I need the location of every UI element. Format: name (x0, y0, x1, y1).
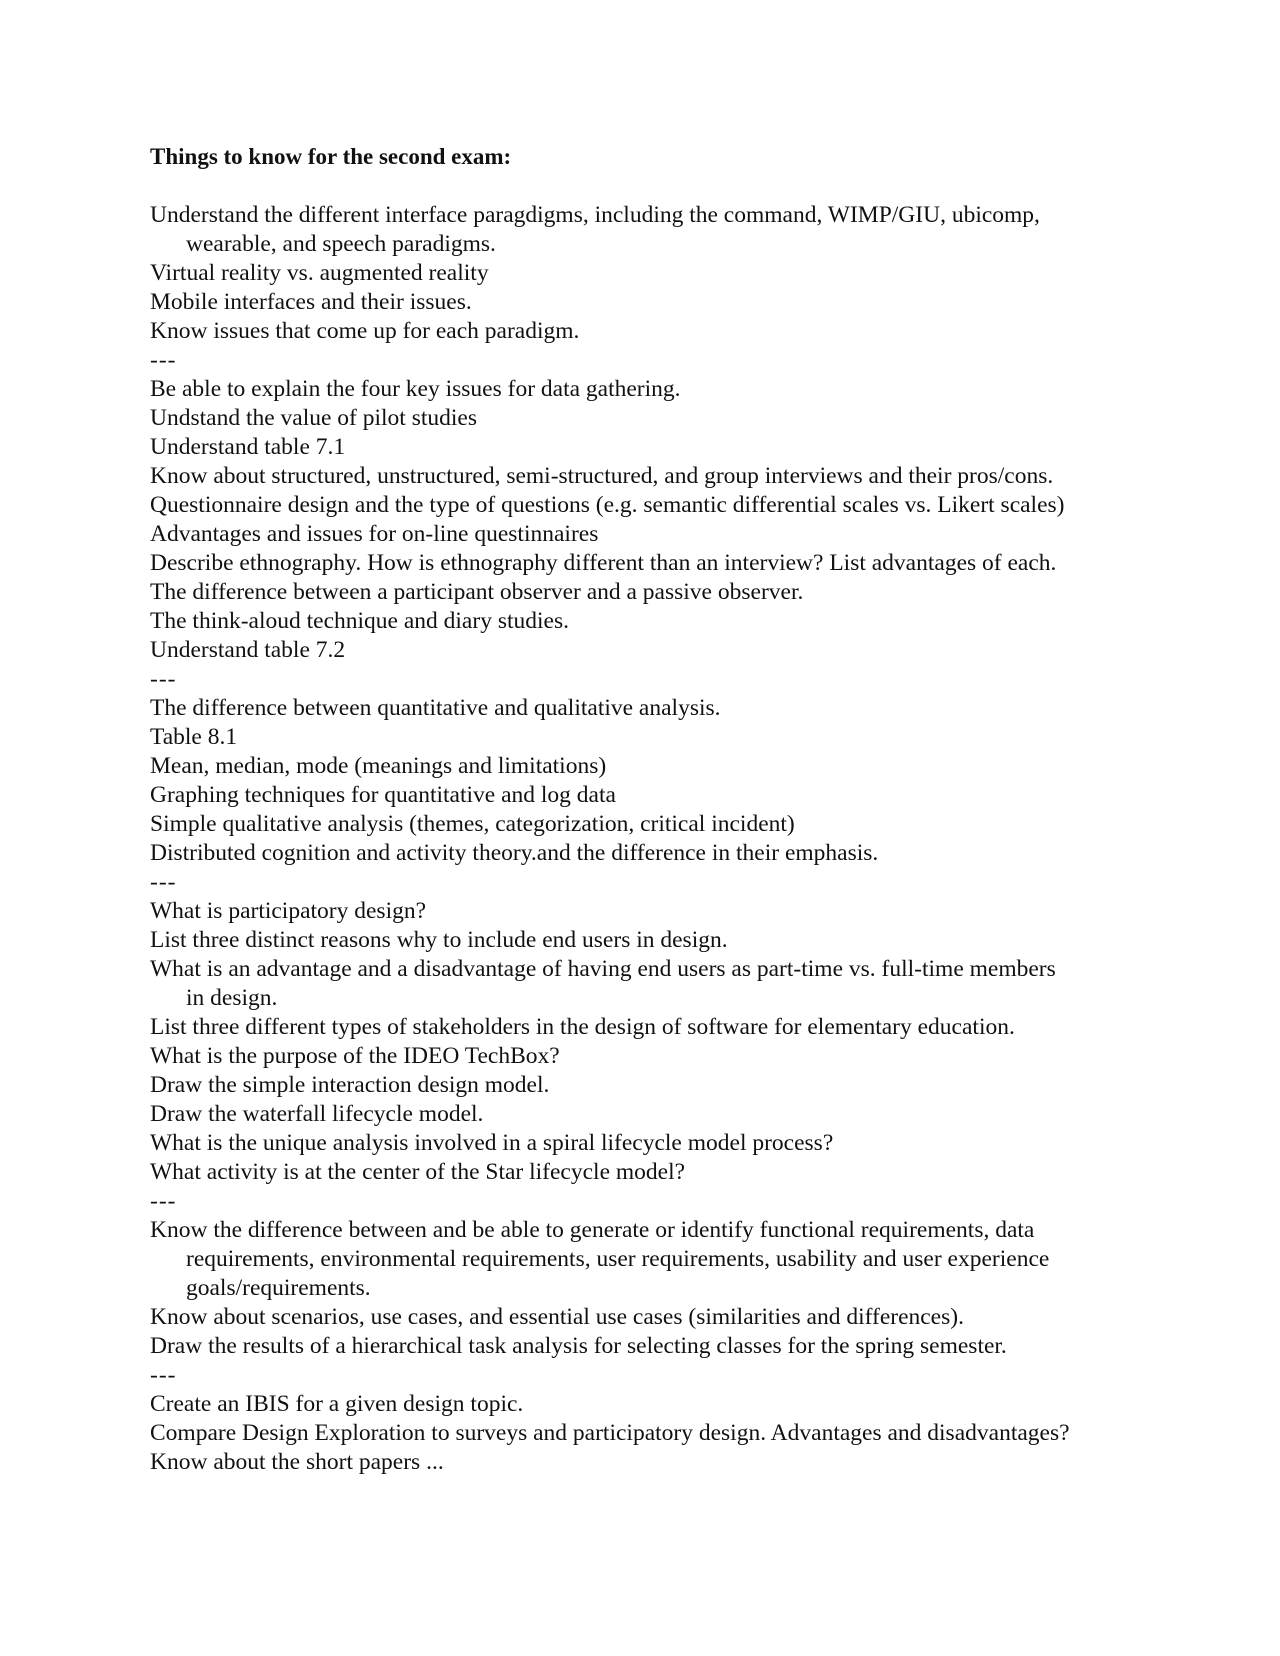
text-line: What is the unique analysis involved in a spiral lifecycle model process? (150, 1130, 834, 1156)
text-line: Be able to explain the four key issues for data gathering. (150, 376, 681, 402)
text-line: Table 8.1 (150, 724, 238, 750)
text-line: Questionnaire design and the type of questions (e.g. semantic differential scales vs. Likert scales) (150, 492, 1065, 518)
document-title: Things to know for the second exam: (150, 144, 512, 169)
text-line: Know the difference between and be able to generate or identify functional requirements, data (150, 1217, 1035, 1243)
text-line: What is participatory design? (150, 898, 427, 924)
text-line: Advantages and issues for on-line questinnaires (150, 521, 599, 547)
text-line: Mean, median, mode (meanings and limitations) (150, 753, 607, 779)
text-line: Simple qualitative analysis (themes, categorization, critical incident) (150, 811, 795, 837)
text-line: The difference between a participant observer and a passive observer. (150, 579, 804, 605)
text-line: Draw the simple interaction design model. (150, 1072, 550, 1098)
text-line: What is the purpose of the IDEO TechBox? (150, 1043, 560, 1069)
text-line: Know about the short papers ... (150, 1449, 444, 1475)
text-line-continuation: wearable, and speech paradigms. (186, 231, 496, 257)
text-line: Understand the different interface paragdigms, including the command, WIMP/GIU, ubicomp, (150, 202, 1040, 228)
text-line-continuation: requirements, environmental requirements, user requirements, usability and user experience (186, 1246, 1050, 1272)
section-separator: --- (150, 666, 177, 692)
text-line: Virtual reality vs. augmented reality (150, 260, 489, 286)
text-line: Draw the waterfall lifecycle model. (150, 1101, 484, 1127)
text-line: Understand table 7.2 (150, 637, 346, 663)
text-line: Understand table 7.1 (150, 434, 346, 460)
text-line: Know about structured, unstructured, semi-structured, and group interviews and their pros/cons. (150, 463, 1054, 489)
text-line-continuation: goals/requirements. (186, 1275, 371, 1301)
text-line: The difference between quantitative and qualitative analysis. (150, 695, 721, 721)
text-line: Undstand the value of pilot studies (150, 405, 477, 431)
text-line-continuation: in design. (186, 985, 278, 1011)
text-line: Know about scenarios, use cases, and essential use cases (similarities and differences). (150, 1304, 964, 1330)
text-line: Compare Design Exploration to surveys and participatory design. Advantages and disadvantages? (150, 1420, 1070, 1446)
text-line: What activity is at the center of the Star lifecycle model? (150, 1159, 686, 1185)
text-line: Describe ethnography. How is ethnography different than an interview? List advantages of each. (150, 550, 1057, 576)
text-line: Draw the results of a hierarchical task analysis for selecting classes for the spring semester. (150, 1333, 1007, 1359)
text-line: Mobile interfaces and their issues. (150, 289, 472, 315)
text-line: List three distinct reasons why to include end users in design. (150, 927, 728, 953)
text-line: The think-aloud technique and diary studies. (150, 608, 569, 634)
text-line: Create an IBIS for a given design topic. (150, 1391, 524, 1417)
text-line: Graphing techniques for quantitative and log data (150, 782, 616, 808)
text-line: What is an advantage and a disadvantage of having end users as part-time vs. full-time members (150, 956, 1056, 982)
section-separator: --- (150, 347, 177, 373)
document-body (150, 201, 1150, 1477)
section-separator: --- (150, 869, 177, 895)
section-separator: --- (150, 1188, 177, 1214)
text-line: Distributed cognition and activity theory.and the difference in their emphasis. (150, 840, 879, 866)
text-line: Know issues that come up for each paradigm. (150, 318, 580, 344)
text-line: List three different types of stakeholders in the design of software for elementary education. (150, 1014, 1015, 1040)
section-separator: --- (150, 1362, 177, 1388)
